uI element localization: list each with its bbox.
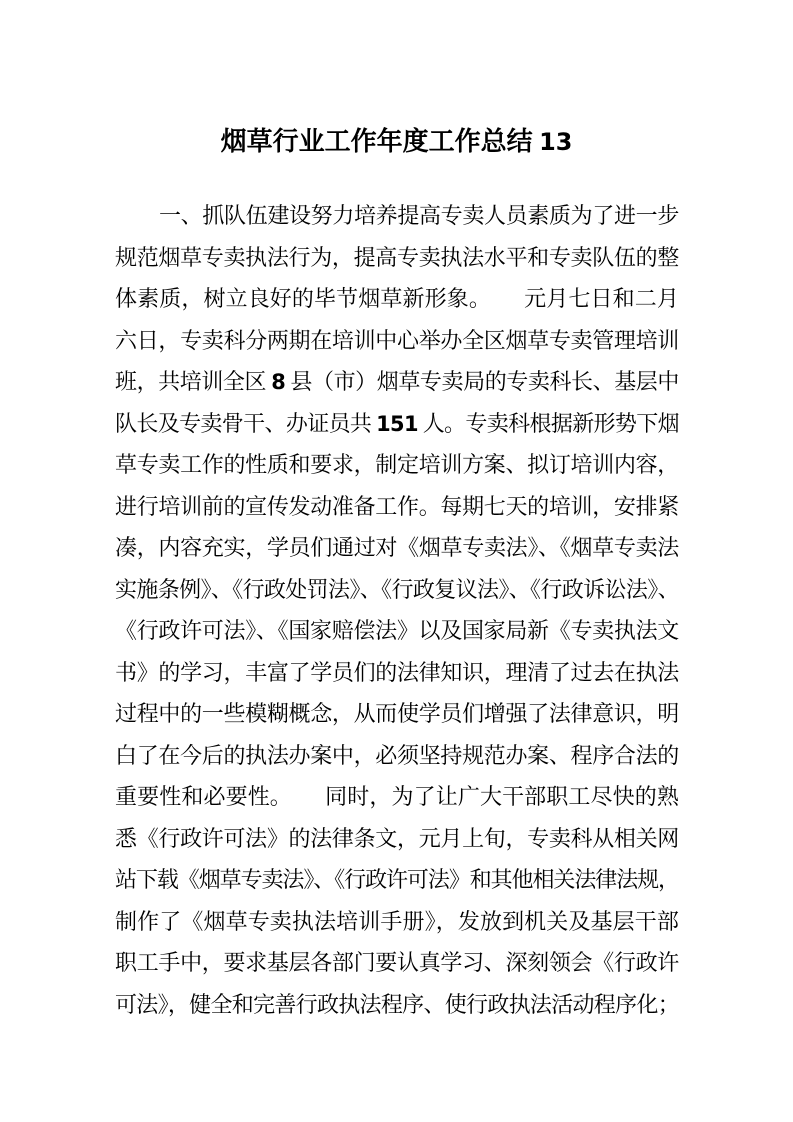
bold-number: 151: [376, 411, 418, 436]
bold-number: 8: [271, 370, 286, 394]
text-line: 凑，内容充实，学员们通过对《烟草专卖法》、《烟草专卖法: [115, 535, 679, 560]
text-line: 体素质，树立良好的毕节烟草新形象。 元月七日和二月: [115, 286, 679, 311]
text-line: 白了在今后的执法办案中，必须坚持规范办案、程序合法的: [115, 742, 679, 768]
text-line: 六日，专卖科分两期在培训中心举办全区烟草专卖管理培训: [115, 327, 679, 353]
text-line: 草专卖工作的性质和要求，制定培训方案、拟订培训内容，: [115, 452, 679, 477]
text-line: 职工手中，要求基层各部门要认真学习、深刻领会《行政许: [115, 950, 679, 975]
text-line: 一、抓队伍建设努力培养提高专卖人员素质为了进一步: [159, 203, 679, 228]
text-line: 《行政许可法》、《国家赔偿法》以及国家局新《专卖执法文: [115, 618, 679, 643]
document-body: [115, 195, 679, 1025]
text-line: 可法》，健全和完善行政执法程序、使行政执法活动程序化；: [115, 991, 679, 1017]
text-line: 班，共培训全区 8 县（市）烟草专卖局的专卖科长、基层中: [115, 369, 679, 394]
text-line: 过程中的一些模糊概念，从而使学员们增强了法律意识，明: [115, 701, 679, 726]
text-line: 悉《行政许可法》的法律条文，元月上旬，专卖科从相关网: [115, 825, 679, 851]
text-line: 规范烟草专卖执法行为，提高专卖执法水平和专卖队伍的整: [115, 244, 679, 270]
text-line: 实施条例》、《行政处罚法》、《行政复议法》、《行政诉讼法》、: [115, 576, 679, 602]
document-title: 烟草行业工作年度工作总结 13: [220, 127, 573, 156]
text-line: 站下载《烟草专卖法》、《行政许可法》和其他相关法律法规，: [115, 867, 679, 892]
text-line: 队长及专卖骨干、办证员共 151 人。专卖科根据新形势下烟: [115, 410, 679, 436]
text-line: 书》的学习，丰富了学员们的法律知识，理清了过去在执法: [115, 659, 679, 685]
text-line: 制作了《烟草专卖执法培训手册》，发放到机关及基层干部: [115, 908, 679, 934]
bold-number: 13: [539, 128, 573, 156]
text-line: 进行培训前的宣传发动准备工作。每期七天的培训，安排紧: [115, 493, 679, 519]
text-line: 重要性和必要性。 同时，为了让广大干部职工尽快的熟: [115, 784, 679, 809]
